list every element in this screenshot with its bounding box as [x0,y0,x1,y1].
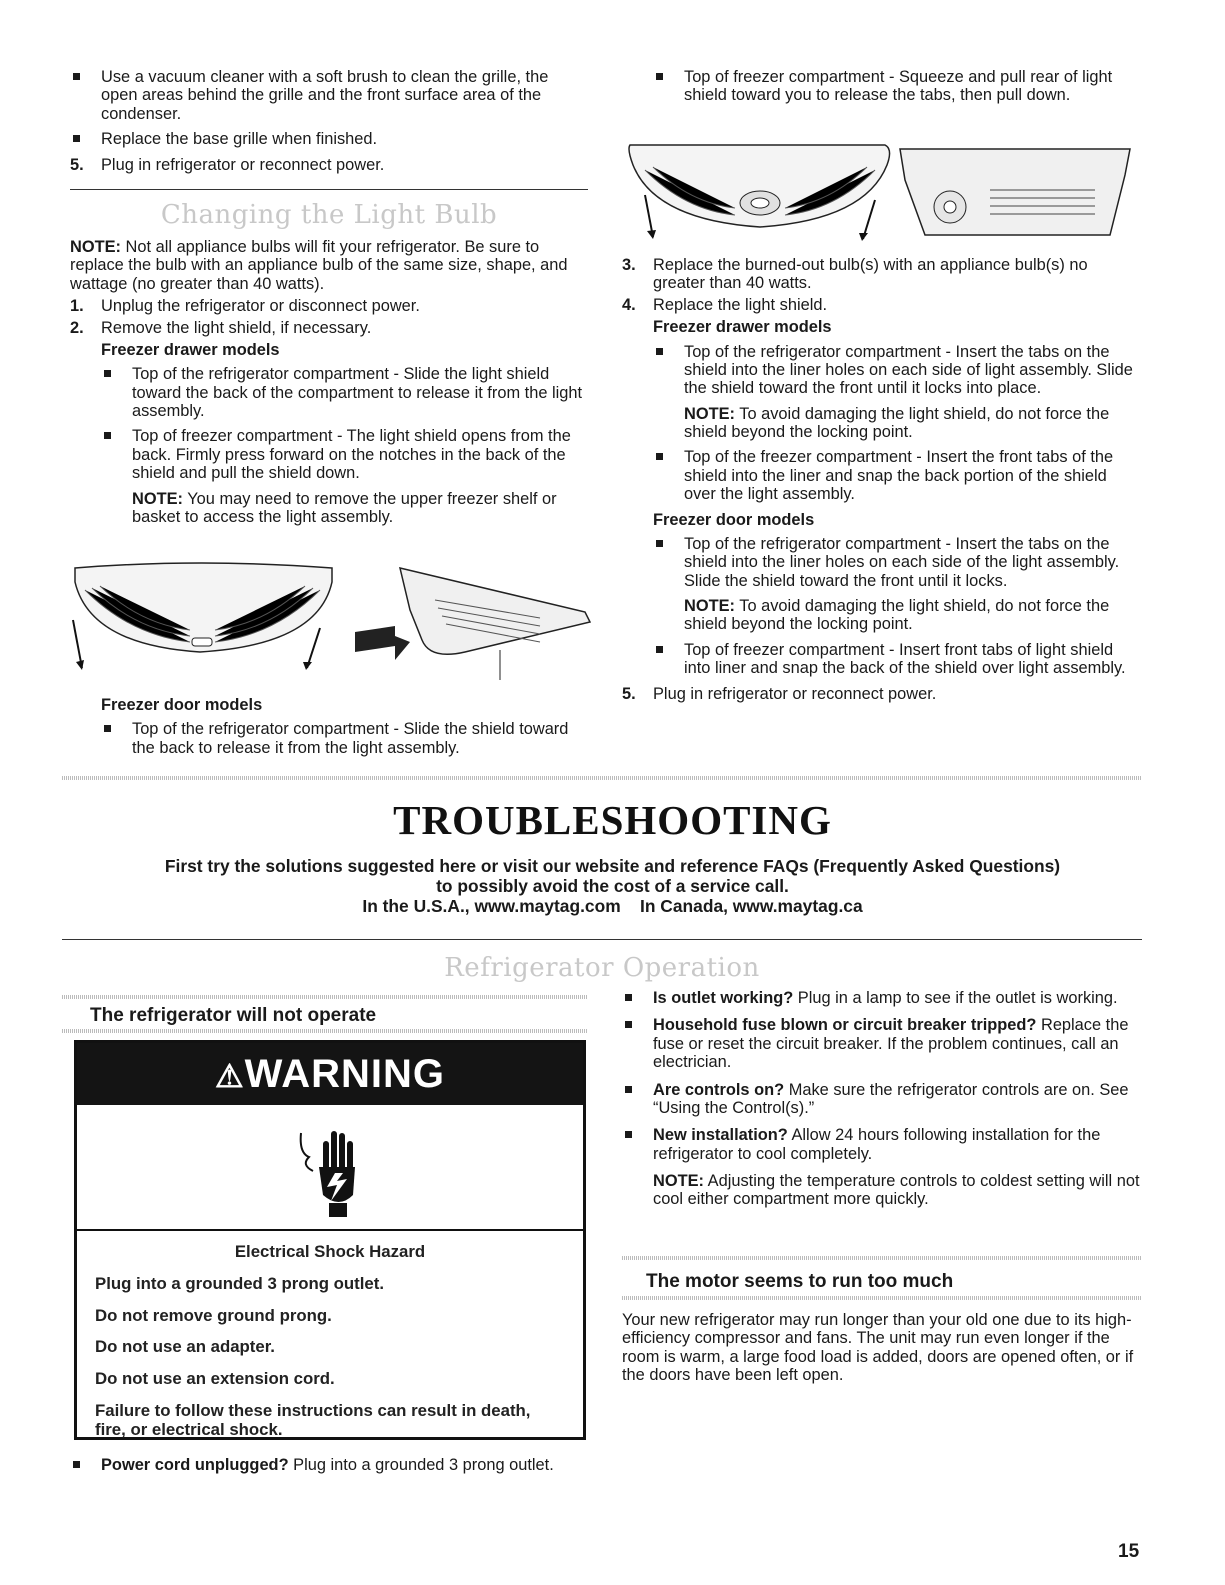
list-item: Top of freezer compartment - Squeeze and pull rear of light shield toward you to release the tabs, then pull down. [653,68,1142,105]
bullet-icon [625,1131,632,1138]
list-item: Top of the refrigerator compartment - Insert the tabs on the shield into the liner holes on each side of light assembly. Slide the shield toward the front until it locks into place. [653,343,1142,398]
right-column-steps [622,256,1142,706]
list-item: Top of freezer compartment - The light shield opens from the back. Firmly press forward on the notches in the back of the shield and pull the shield down. [101,427,588,482]
light-bulb-section [70,238,588,533]
list-item: Is outlet working? Plug in a lamp to see if the outlet is working. [622,989,1142,1007]
warning-icon-area [77,1105,583,1231]
divider [62,939,1142,940]
warning-box [74,1040,586,1440]
warning-line: Do not use an adapter. [95,1337,275,1357]
step-5: 5. Plug in refrigerator or reconnect power. [70,155,385,174]
warning-line: Plug into a grounded 3 prong outlet. [95,1273,384,1293]
list-item: Use a vacuum cleaner with a soft brush to clean the grille, the open areas behind the grille and the front surface area of the condenser. [70,68,588,123]
right-column-top [622,68,1142,112]
step-1: 1. Unplug the refrigerator or disconnect power. [70,297,420,316]
motor-explanation: Your new refrigerator may run longer than your old one due to its high-efficiency compressor and fans. The unit may run even longer if the room is warm, a large food load is added, doors are opened often, or if the doors have been left open. [622,1311,1134,1385]
note: NOTE: You may need to remove the upper freezer shelf or basket to access the light assembly. [132,489,557,526]
intro-line-3: In the U.S.A., www.maytag.com In Canada, www.maytag.ca [362,896,863,916]
bullet-icon [625,1021,632,1028]
note: NOTE: Not all appliance bulbs will fit your refrigerator. Be sure to replace the bulb with an appliance bulb of the same size, shape, and wattage (no greater than 40 watts). [70,238,568,293]
step-2: 2. Remove the light shield, if necessary. [70,318,372,337]
subheading-motor-runs: The motor seems to run too much [646,1271,954,1292]
bullet-icon [656,453,663,460]
bullet-icon [73,135,80,142]
subheading-freezer-drawer: Freezer drawer models [101,340,280,359]
page-title: TROUBLESHOOTING [393,797,832,843]
hazard-title: Electrical Shock Hazard [234,1242,426,1261]
left-column-top [70,68,588,177]
list-item: Top of the refrigerator compartment - Insert the tabs on the shield into the liner holes on each side of the light assembly. Slide the shield toward the front until it locks. [653,535,1142,590]
subheading-freezer-drawer: Freezer drawer models [653,318,832,337]
bullet-icon [656,348,663,355]
bullet-icon [656,540,663,547]
intro-line-1: First try the solutions suggested here or visit our website and reference FAQs (Frequently Asked Questions) [164,856,1061,876]
bullet-icon [104,370,111,377]
section-heading-light-bulb: Changing the Light Bulb [160,200,498,230]
bullet-icon [625,1086,632,1093]
step-3: 3. Replace the burned-out bulb(s) with an appliance bulb(s) no greater than 40 watts. [622,256,1088,293]
operation-checks [622,989,1142,1209]
divider [622,1256,1142,1260]
list-item: Replace the base grille when finished. [70,130,588,148]
subheading-freezer-door: Freezer door models [653,510,815,529]
bullet-icon [625,994,632,1001]
subheading-freezer-door: Freezer door models [101,696,263,714]
intro-line-2: to possibly avoid the cost of a service call. [436,876,789,896]
list-item: Top of the refrigerator compartment - Slide the shield toward the back to release it from the light assembly. [101,720,588,757]
warning-body [77,1231,583,1440]
subheading-will-not-operate: The refrigerator will not operate [90,1005,377,1026]
bullet-icon [656,73,663,80]
list-item: New installation? Allow 24 hours following installation for the refrigerator to cool completely. [622,1126,1142,1163]
warning-line: Do not remove ground prong. [95,1305,332,1325]
power-cord-item [70,1456,560,1481]
divider [70,189,588,190]
divider [62,1029,588,1033]
warning-line: Do not use an extension cord. [95,1369,335,1389]
bullet-icon [73,73,80,80]
electric-shock-hand-icon [295,1113,365,1223]
list-item: Are controls on? Make sure the refrigerator controls are on. See “Using the Control(s).” [622,1081,1142,1118]
step-5: 5. Plug in refrigerator or reconnect power. [622,684,937,703]
list-item: Top of freezer compartment - Insert front tabs of light shield into liner and snap the back of the shield over light assembly. [653,641,1142,678]
warning-triangle-icon: ⚠ [214,1058,245,1094]
note: NOTE: Adjusting the temperature controls to coldest setting will not cool either compartment more quickly. [653,1172,1140,1209]
bullet-icon [73,1461,80,1468]
freezer-shield-illustration [625,135,1140,255]
bullet-icon [104,725,111,732]
step-4: 4. Replace the light shield. [622,295,828,314]
page-number: 15 [1118,1541,1140,1562]
light-shield-removal-illustration [70,560,595,685]
divider [622,1296,1142,1300]
bullet-icon [656,646,663,653]
freezer-door-models-left [70,692,588,764]
list-item: Power cord unplugged? Plug into a grounded 3 prong outlet. [70,1456,560,1474]
list-item: Top of the refrigerator compartment - Slide the light shield toward the back of the compartment to release it from the light assembly. [101,365,588,420]
list-item: Top of the freezer compartment - Insert the front tabs of the shield into the liner and snap the back portion of the shield over the light assembly. [653,448,1142,503]
list-item: Household fuse blown or circuit breaker tripped? Replace the fuse or reset the circuit breaker. If the problem continues, call an electrician. [622,1016,1142,1071]
divider [62,995,588,999]
section-divider [62,776,1142,780]
note: NOTE: To avoid damaging the light shield, do not force the shield beyond the locking point. [684,597,1110,634]
section-heading-refrigerator-operation: Refrigerator Operation [444,953,760,983]
bullet-icon [104,432,111,439]
note: NOTE: To avoid damaging the light shield, do not force the shield beyond the locking point. [684,404,1110,441]
warning-line: Failure to follow these instructions can result in death, fire, or electrical shock. [95,1401,531,1439]
warning-header: ⚠WARNING [77,1043,583,1105]
